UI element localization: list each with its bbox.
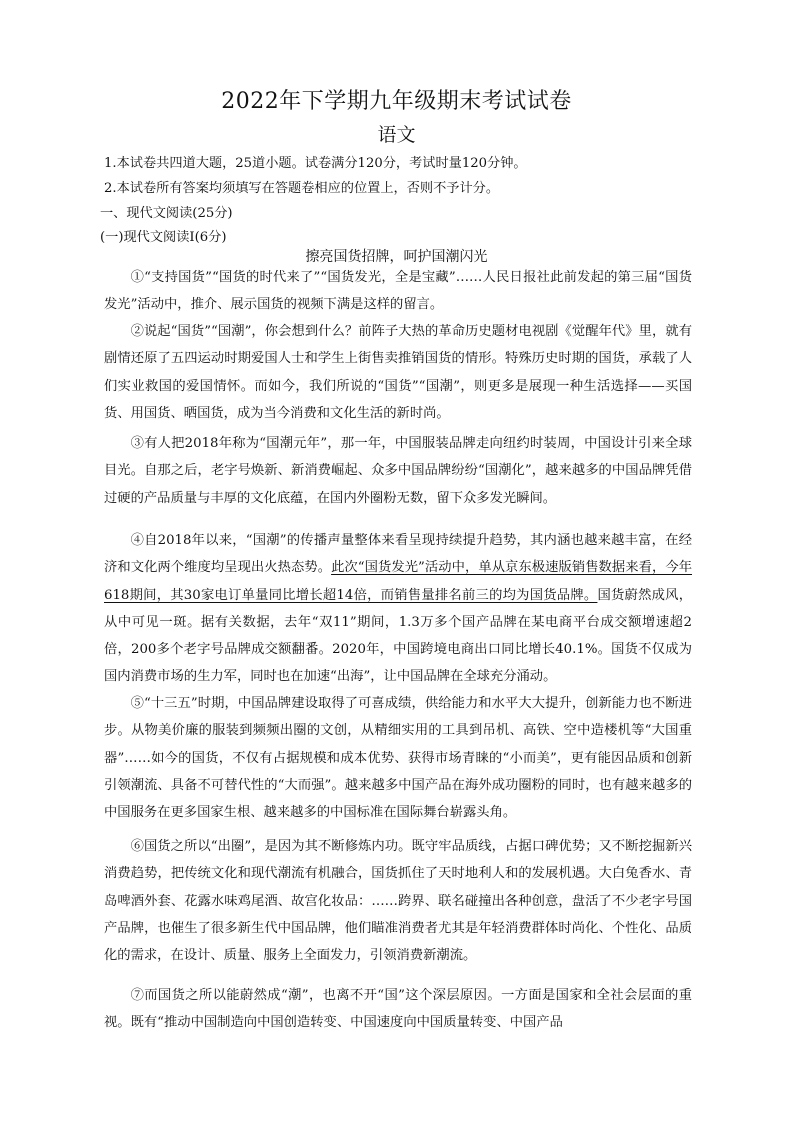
paragraph-4-end: 国货蔚然成风，从中可见一斑。据有关数据，去年“双11”期间，1.3万多个国产品牌在某电商平台成交额增速超2倍，200多个老字号品牌成交额翻番。2020年，中国跨境电商出口同比增长40.1%。国货不仅成为国内消费市场的生力军，同时也在加速“出海”，让中国品牌在全球充分涌动。 xyxy=(104,587,693,685)
paragraph-1: ①“支持国货”“国货的时代来了”“国货发光，全是宝藏”……人民日报社此前发起的第三届“国货发光”活动中，推介、展示国货的视频下满是这样的留言。 xyxy=(104,270,692,313)
subsection-heading: (一)现代文阅读Ⅰ(6分) xyxy=(100,230,227,245)
article-title: 擦亮国货招牌，呵护国潮闪光 xyxy=(305,249,488,265)
subject-heading: 语文 xyxy=(377,124,416,146)
paragraph-7: ⑦而国货之所以能蔚然成“潮”，也离不开“国”这个深层原因。一方面是国家和全社会层面的重视。既有“推动中国制造向中国创造转变、中国速度向中国质量转变、中国产品 xyxy=(104,988,692,1031)
exam-title: 2022年下学期九年级期末考试试卷 xyxy=(221,89,572,114)
paragraph-4 xyxy=(104,527,692,691)
paragraph-5: ⑤“十三五”时期，中国品牌建设取得了可喜成绩，供给能力和水平大大提升，创新能力也不断进步。从物美价廉的服装到频频出圈的文创，从精细实用的工具到吊机、高铁、空中造楼机等“大国重器”……如今的国货，不仅有占据规模和成本优势、获得市场青睐的“小而美”，更有能因品质和创新引领潮流、具备不可替代性的“大而强”。越来越多中国产品在海外成功圈粉的同时，也有越来越多的中国服务在更多国家生根、越来越多的中国标准在国际舞台崭露头角。 xyxy=(104,696,692,821)
paragraph-6: ⑥国货之所以“出圈”，是因为其不断修炼内功。既守牢品质线，占据口碑优势；又不断挖掘新兴消费趋势，把传统文化和现代潮流有机融合，国货抓住了天时地利人和的发展机遇。大白兔香水、青岛啤酒外套、花露水味鸡尾酒、故宫化妆品：……跨界、联名碰撞出各种创意，盘活了不少老字号国产品牌，也催生了很多新生代中国品牌，他们瞄准消费者尤其是年轻消费群体时尚化、个性化、品质化的需求，在设计、质量、服务上全面发力，引领消费新潮流。 xyxy=(104,839,692,964)
instruction-1: 1.本试卷共四道大题，25道小题。试卷满分120分，考试时量120分钟。 xyxy=(104,156,527,171)
underlined-sentence: 此次“国货发光”活动中，单从京东极速版销售数据来看，今年618期间，其30家电订单量同比增长超14倍，而销售量排名前三的均为国货品牌。 xyxy=(104,560,692,603)
paragraph-2: ②说起“国货”“国潮”，你会想到什么？前阵子大热的革命历史题材电视剧《觉醒年代》里，就有剧情还原了五四运动时期爱国人士和学生上街售卖推销国货的情形。特殊历史时期的国货，承载了人们实业救国的爱国情怀。而如今，我们所说的“国货”“国潮”，则更多是展现一种生活选择——买国货、用国货、晒国货，成为当今消费和文化生活的新时尚。 xyxy=(104,324,692,421)
paragraph-3: ③有人把2018年称为“国潮元年”，那一年，中国服装品牌走向纽约时装周，中国设计引来全球目光。自那之后，老字号焕新、新消费崛起、众多中国品牌纷纷“国潮化”，越来越多的中国品牌凭借过硬的产品质量与丰厚的文化底蕴，在国内外圈粉无数，留下众多发光瞬间。 xyxy=(104,436,692,506)
instruction-2: 2.本试卷所有答案均须填写在答题卷相应的位置上，否则不予计分。 xyxy=(104,181,500,196)
section-heading: 一、现代文阅读(25分) xyxy=(100,206,233,221)
paragraph-4-start: ④自2018年以来，“国潮”的传播声量整体来看呈现持续提升趋势，其内涵也越来越丰富，在经济和文化两个维度均呈现出火热态势。 xyxy=(104,533,692,576)
